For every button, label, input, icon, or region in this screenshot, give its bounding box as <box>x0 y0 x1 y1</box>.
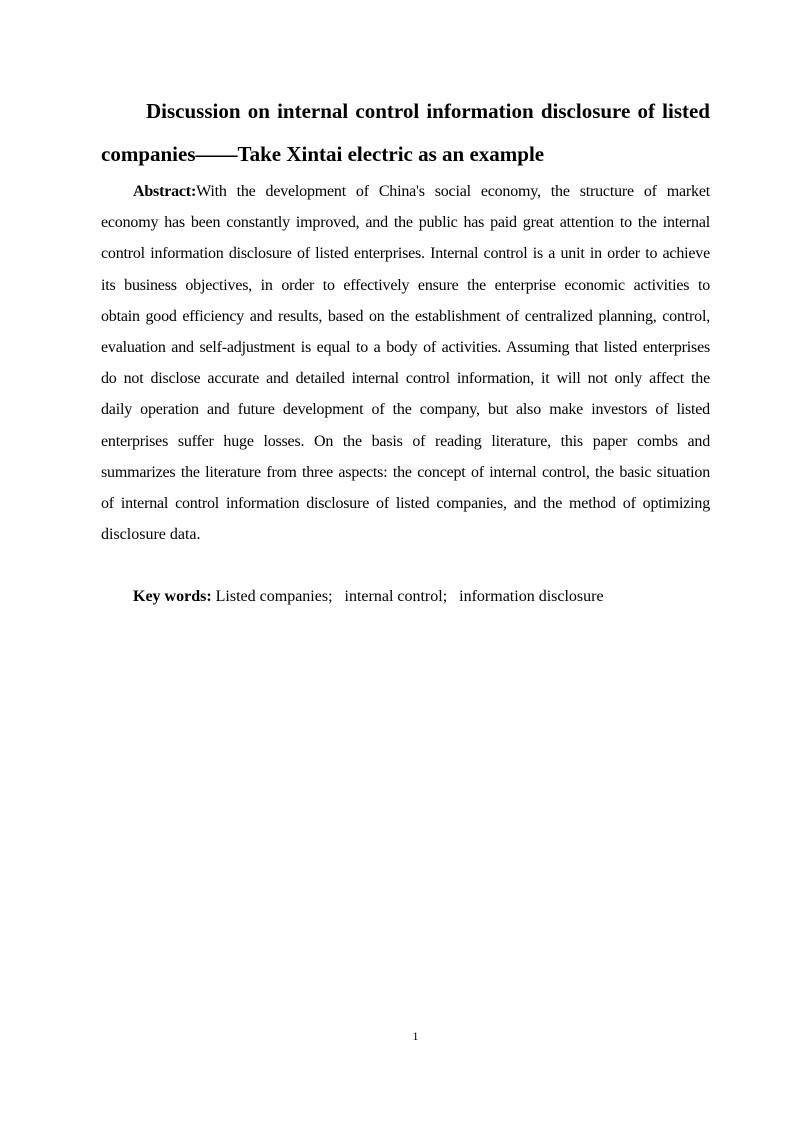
abstract-line-4: its business objectives, in order to effectively ensure the enterprise economic activities to <box>101 276 710 294</box>
abstract-line-7: do not disclose accurate and detailed internal control information, it will not only affect the <box>101 370 710 388</box>
title-line-1: Discussion on internal control information disclosure of listed <box>146 99 710 123</box>
abstract-line-11: of internal control information disclosure of listed companies, and the method of optimizing <box>101 495 710 513</box>
title-line-2: companies——Take Xintai electric as an example <box>101 142 545 166</box>
abstract-line-6: evaluation and self-adjustment is equal to a body of activities. Assuming that listed enterprises <box>101 339 710 357</box>
abstract-paragraph <box>101 176 710 550</box>
abstract-line-10: summarizes the literature from three aspects: the concept of internal control, the basic situation <box>101 463 710 481</box>
abstract-line-3: control information disclosure of listed enterprises. Internal control is a unit in order to achieve <box>101 245 710 263</box>
abstract-line-9: enterprises suffer huge losses. On the basis of reading literature, this paper combs and <box>101 432 710 450</box>
abstract-line-5: obtain good efficiency and results, based on the establishment of centralized planning, control, <box>101 307 710 325</box>
abstract-line-12: disclosure data. <box>101 526 201 544</box>
abstract-line-2: economy has been constantly improved, and the public has paid great attention to the internal <box>101 214 710 232</box>
keywords-text: Listed companies; internal control; information disclosure <box>211 588 604 606</box>
keywords-label: Key words: <box>133 588 212 606</box>
abstract-label: Abstract: <box>133 183 197 200</box>
page-number: 1 <box>412 1029 419 1043</box>
keywords-line <box>101 581 710 612</box>
document-title <box>101 90 710 176</box>
abstract-line-1-text: With the development of China's social economy, the structure of market <box>196 183 710 200</box>
abstract-line-8: daily operation and future development of the company, but also make investors of listed <box>101 401 710 419</box>
abstract-line-1 <box>101 176 710 207</box>
